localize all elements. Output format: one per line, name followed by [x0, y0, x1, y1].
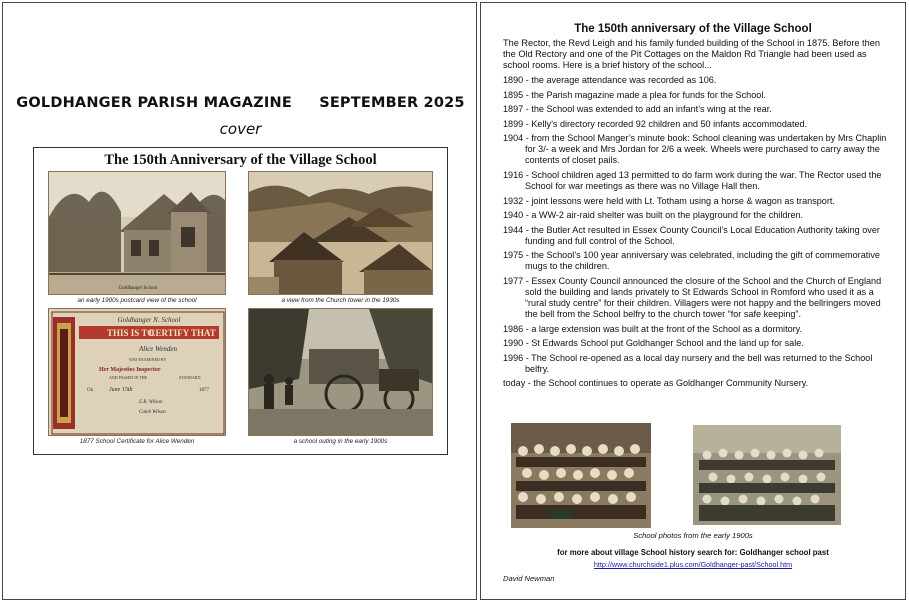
more-info-text: for more about village School history search for: Goldhanger school past: [557, 548, 829, 557]
school-photos-caption: School photos from the early 1900s: [633, 531, 753, 540]
history-timeline: [503, 75, 895, 393]
timeline-year: 1899: [503, 118, 524, 129]
cert-date: June 15th: [109, 387, 133, 393]
magazine-name: GOLDHANGER PARISH MAGAZINE: [16, 95, 292, 111]
church-tower-view-photo: [248, 171, 433, 295]
timeline-item: [503, 276, 895, 320]
school-class-image-1: [511, 423, 651, 528]
church-tower-caption: a view from the Church tower in the 1930s: [281, 297, 400, 304]
timeline-item: [503, 324, 895, 335]
timeline-item: [503, 353, 895, 375]
history-intro: The Rector, the Revd Leigh and his family funded building of the School in 1875. Before then the Old Rectory and one of the Pit Cottages on the Maldon Rd Triangle had been used as school rooms. Here is a brief history of the school...: [503, 38, 880, 70]
timeline-text: - a large extension was built at the front of the School as a dormitory.: [523, 323, 803, 334]
church-tower-view-image: [249, 172, 433, 295]
timeline-year: today: [503, 378, 526, 389]
timeline-year: 1890: [503, 75, 524, 85]
timeline-year: 1975: [503, 250, 524, 261]
timeline-year: 1990: [503, 338, 524, 349]
timeline-year: 1940: [503, 210, 524, 221]
school-class-photo-2: [693, 425, 841, 525]
timeline-item: [503, 170, 895, 192]
cert-on: On: [87, 388, 94, 393]
timeline-item: [503, 119, 895, 130]
cert-standard: STANDARD: [179, 375, 201, 380]
cover-heading: The 150th Anniversary of the Village School: [104, 152, 377, 168]
author-name: David Newman: [503, 574, 555, 583]
school-postcard-image: [49, 172, 226, 295]
timeline-year: 1996: [503, 352, 524, 363]
timeline-item: [503, 338, 895, 349]
timeline-text: - the School was extended to add an infant’s wing at the rear.: [523, 104, 772, 115]
timeline-item: [503, 133, 895, 166]
certificate-image: [49, 309, 226, 436]
timeline-text: - Essex County Council announced the closure of the School and the Church of England sold the building and lands privately to St Edwards School in Romford who used it as a “rural study centre” for their children. Villagers were not happy and the bellringers moved the bell from the School belfry to the church tower “for safe keeping”.: [523, 275, 882, 319]
certificate-photo: [48, 308, 226, 436]
cert-sig1: E.B. Wilson: [139, 400, 163, 405]
timeline-year: 1895: [503, 89, 524, 100]
certificate-caption: 1877 School Certificate for Alice Wenden: [79, 438, 195, 445]
timeline-year: 1904: [503, 133, 524, 144]
school-outing-image: [249, 309, 433, 436]
magazine-issue: SEPTEMBER 2025: [319, 95, 465, 111]
history-title: The 150th anniversary of the Village School: [574, 23, 812, 35]
timeline-item: [503, 210, 895, 221]
cert-this-is: THIS IS TO: [107, 328, 155, 338]
school-postcard-photo: [48, 171, 226, 295]
cert-sig2: Caleb Wilson: [139, 410, 166, 415]
left-page: [2, 2, 477, 600]
cert-examined: WAS EXAMINED BY: [129, 357, 167, 362]
timeline-text: - the School continues to operate as Goldhanger Community Nursery.: [525, 378, 809, 389]
postcard-inner-text: Goldhanger School: [118, 286, 158, 291]
section-label: cover: [219, 120, 262, 138]
postcard-caption: an early 1900s postcard view of the school: [77, 297, 197, 304]
right-page: [480, 2, 906, 600]
timeline-text: - joint lessons were held with Lt. Totham using a horse & wagon as transport.: [523, 195, 835, 206]
timeline-text: - Kelly’s directory recorded 92 children and 50 infants accommodated.: [523, 118, 808, 129]
timeline-year: 1977: [503, 275, 524, 286]
timeline-item: [503, 378, 895, 389]
timeline-text: - St Edwards School put Goldhanger School and the land up for sale.: [523, 338, 804, 349]
cert-header: Goldhanger N. School: [117, 316, 181, 324]
timeline-item: [503, 104, 895, 115]
timeline-text: - the average attendance was recorded as 106.: [523, 75, 717, 85]
timeline-year: 1897: [503, 104, 524, 115]
timeline-year: 1916: [503, 169, 524, 180]
school-class-image-2: [693, 425, 841, 525]
timeline-year: 1932: [503, 195, 524, 206]
cert-certify: CERTIFY THAT: [149, 328, 216, 338]
cert-year: 1877: [199, 388, 209, 393]
timeline-text: - the Butler Act resulted in Essex County Council’s Local Education Authority taking over funding and full control of the School.: [523, 224, 880, 246]
timeline-text: - the Parish magazine made a plea for funds for the School.: [523, 89, 766, 100]
history-link[interactable]: http://www.churchside1.plus.com/Goldhanger-past/School.htm: [593, 560, 793, 569]
timeline-text: - School children aged 13 permitted to do farm work during the war. The Rector used the School for war meetings as there was no Village Hall then.: [523, 169, 882, 191]
timeline-item: [503, 250, 895, 272]
school-outing-photo: [248, 308, 433, 436]
timeline-text: - from the School Manger’s minute book: School cleaning was undertaken by Mrs Chaplin for 3/- a week and Mrs Jordan for 2/6 a week. Wheels were purchased to carry away the contents of closet pails.: [523, 133, 887, 166]
cover-panel: [33, 147, 448, 455]
timeline-text: - a WW-2 air-raid shelter was built on the playground for the children.: [523, 210, 804, 221]
timeline-item: [503, 75, 895, 86]
cert-name: Alice Wenden: [139, 345, 178, 353]
timeline-text: - the School’s 100 year anniversary was celebrated, including the gift of commemorative mugs to the children.: [523, 250, 880, 272]
timeline-item: [503, 225, 895, 247]
cert-passed: AND PASSED IN THE: [109, 375, 148, 380]
timeline-text: - The School re-opened as a local day nursery and the bell was returned to the School belfry.: [523, 352, 873, 374]
timeline-year: 1944: [503, 224, 524, 235]
timeline-item: [503, 196, 895, 207]
timeline-item: [503, 90, 895, 101]
timeline-year: 1986: [503, 323, 524, 334]
school-class-photo-1: [511, 423, 651, 528]
magazine-title: [3, 95, 478, 111]
cert-inspector: Her Majesties Inspector: [99, 367, 161, 373]
school-outing-caption: a school outing in the early 1900s: [293, 438, 388, 445]
